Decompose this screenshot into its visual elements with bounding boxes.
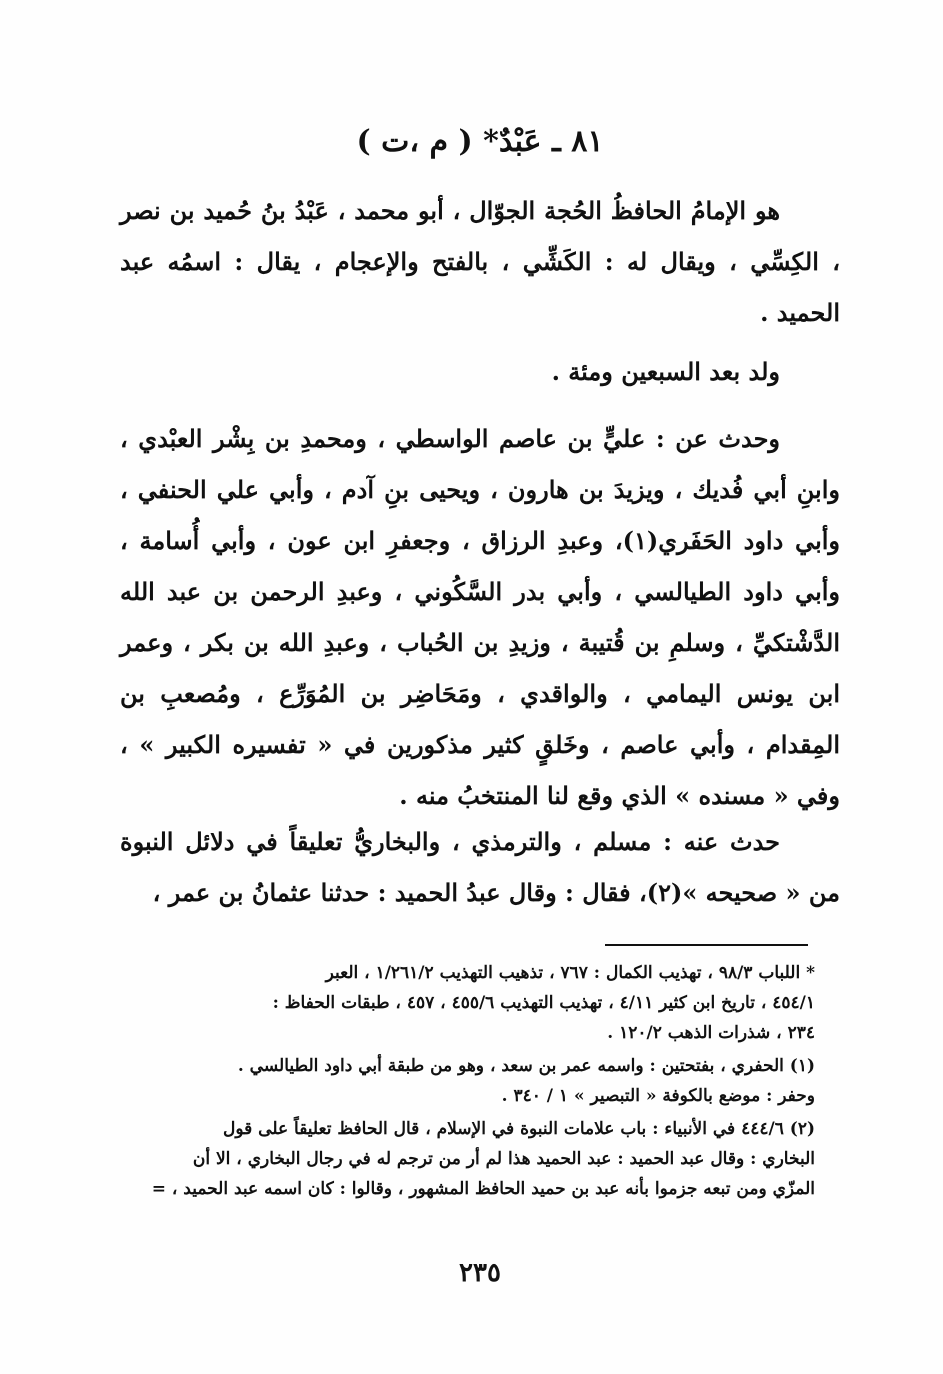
- entry-heading: ٨١ ـ عَبْدٌ* ( م ،ت ): [356, 124, 604, 159]
- footnote-line: البخاري : وقال عبد الحميد : عبد الحميد هذا لم أر من ترجم له في رجال البخاري ، الا أن: [192, 1149, 815, 1169]
- paragraph-teachers: [120, 413, 840, 821]
- footnote-line: * اللباب ٩٨/٣ ، تهذيب الكمال : ٧٦٧ ، تذهيب التهذيب ١/٢٦١/٢ ، العبر: [325, 963, 815, 983]
- footnote-line: المزّي ومن تبعه جزموا بأنه عبد بن حميد الحافظ المشهور ، وقالوا : كان اسمه عبد الحميد ، =: [151, 1179, 815, 1199]
- paragraph-text: ولد بعد السبعين ومئة .: [551, 357, 780, 386]
- paragraph-biography: [120, 185, 840, 338]
- paragraph-birth: [120, 346, 840, 397]
- paragraph-text: حدث عنه : مسلم ، والترمذي ، والبخاريُّ تعليقاً في دلائل النبوة من « صحيحه »(٢)، فقال : وقال عبدُ الحميد : حدثنا عثمانُ بن عمر ،: [120, 827, 840, 907]
- footnote-line: (٢) ٤٤٤/٦ في الأنبياء : باب علامات النبوة في الإسلام ، قال الحافظ تعليقاً على قول: [222, 1119, 815, 1139]
- page-number: ٢٣٥: [459, 1258, 501, 1288]
- footnote-separator: [605, 944, 808, 946]
- footnote-line: (١) الحفري ، بفتحتين : واسمه عمر بن سعد ، وهو من طبقة أبي داود الطيالسي .: [237, 1056, 815, 1076]
- paragraph-text: هو الإمامُ الحافظُ الحُجة الجوّال ، أبو محمد ، عَبْدُ بنُ حُميد بن نصر ، الكِسِّي ، ويقال له : الكَشِّي ، بالفتح والإعجام ، يقال : اسمُه عبد الحميد .: [120, 196, 840, 327]
- footnote-sources: [150, 958, 815, 1048]
- footnote-1: [150, 1051, 815, 1111]
- footnote-line: وحفر : موضع بالكوفة « التبصير » ١ / ٣٤٠ .: [501, 1086, 815, 1106]
- footnote-2: [150, 1114, 815, 1204]
- footnote-line: ٢٣٤ ، شذرات الذهب ١٢٠/٢ .: [607, 1023, 815, 1043]
- paragraph-text: وحدث عن : عليٍّ بن عاصم الواسطي ، ومحمدِ بن بِشْر العبْدي ، وابنِ أبي فُديك ، ويزيدَ بن هارون ، ويحيى بنِ آدم ، وأبي علي الحنفي ، وأبي داود الحَفَري(١)، وعبدِ الرزاق ، وجعفرِ ابن عون ، وأبي أُسامة ، وأبي داود الطيالسي ، وأبي بدر السَّكُوني ، وعبدِ الرحمن بن عبد الله الدَّشْتكيِّ ، وسلمِ بن قُتيبة ، وزيدِ بن الحُباب ، وعبدِ الله بن بكر ، وعمر ابن يونس اليمامي ، والواقدي ، ومَحَاضِر بن المُوَرِّع ، ومُصعبِ بن المِقدام ، وأبي عاصم ، وخَلقٍ كثير مذكورين في « تفسيره الكبير » ، وفي « مسنده » الذي وقع لنا المنتخبُ منه .: [120, 424, 840, 810]
- paragraph-students: [120, 816, 840, 918]
- footnotes-section: [150, 958, 815, 1207]
- footnote-line: ٤٥٤/١ ، تاريخ ابن كثير ٤/١١ ، تهذيب التهذيب ٤٥٥/٦ ، ٤٥٧ ، طبقات الحفاظ :: [272, 993, 815, 1013]
